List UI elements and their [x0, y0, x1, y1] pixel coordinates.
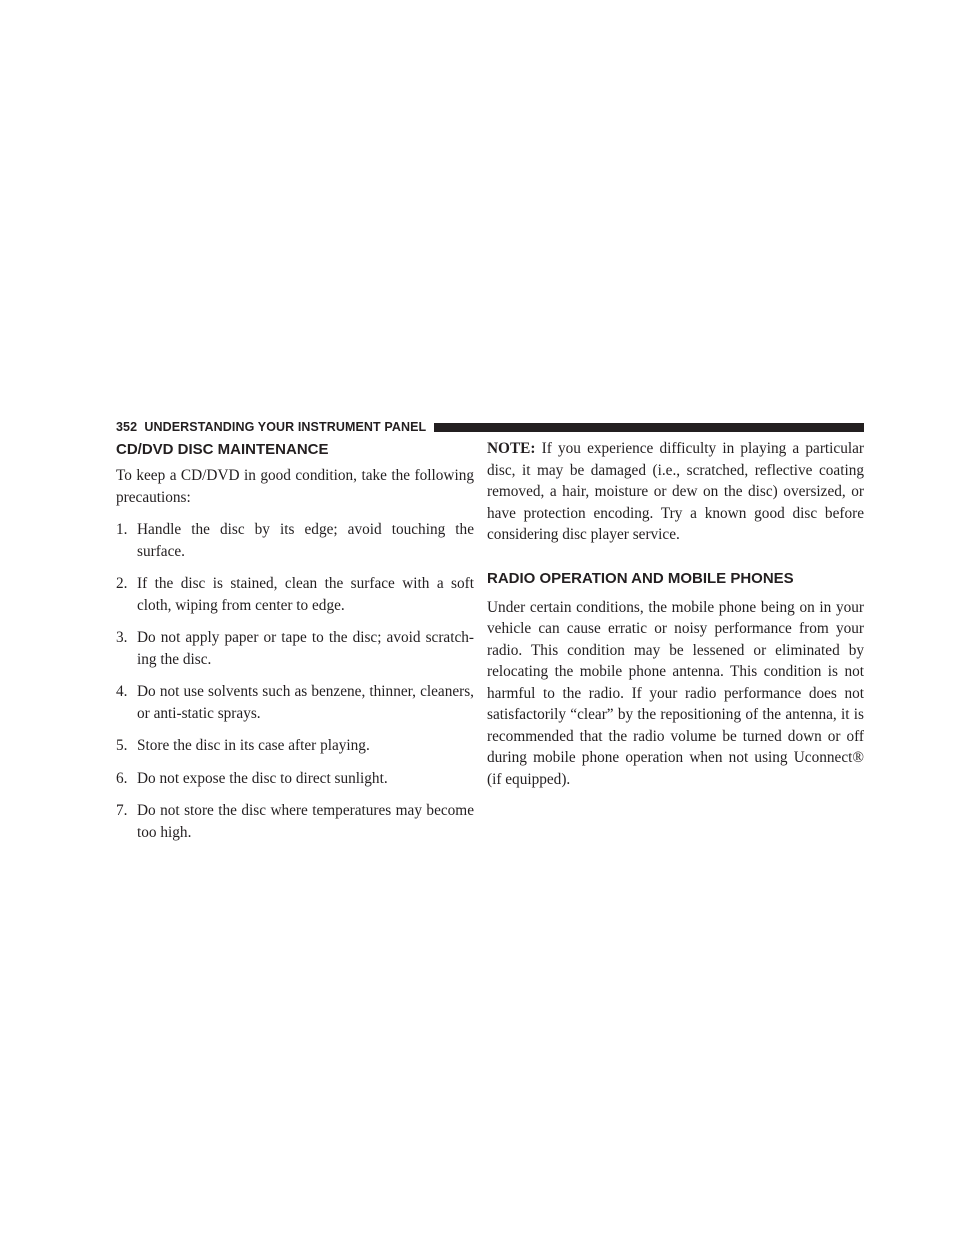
list-item-text: Do not store the disc where temperatures may become too high. — [137, 802, 474, 841]
list-item — [116, 800, 474, 843]
list-item — [116, 627, 474, 670]
list-item-number: 6. — [116, 769, 128, 787]
list-item — [116, 681, 474, 724]
right-column — [487, 438, 864, 790]
list-item-number: 7. — [116, 802, 128, 819]
cd-dvd-maintenance-heading: CD/DVD DISC MAINTENANCE — [116, 441, 329, 458]
list-item-text: Do not use solvents such as benzene, thinner, cleaners, or anti-static sprays. — [137, 683, 474, 722]
list-item-number: 3. — [116, 629, 128, 646]
header-text — [116, 419, 426, 435]
list-item-number: 1. — [116, 521, 128, 538]
list-item-number: 2. — [116, 575, 128, 592]
note-text: If you experience difficulty in playing a particular disc, it may be damaged (i.e., scratched, reflective coating removed, a hair, moisture or dew on the disc) oversized, or have protection encoding. Try a known good disc before considering disc player service. — [487, 440, 864, 543]
note-label: NOTE: — [487, 440, 536, 457]
list-item — [116, 519, 474, 562]
page-header — [116, 419, 864, 435]
list-item — [116, 735, 474, 757]
section-title: UNDERSTANDING YOUR INSTRUMENT PANEL — [144, 420, 427, 434]
header-rule — [434, 423, 864, 432]
list-item — [116, 573, 474, 616]
list-item — [116, 768, 474, 790]
intro-paragraph: To keep a CD/DVD in good condition, take the following precautions: — [116, 467, 474, 506]
list-item-text: Do not expose the disc to direct sunlight. — [137, 769, 388, 787]
radio-operation-heading: RADIO OPERATION AND MOBILE PHONES — [487, 569, 794, 587]
list-item-text: Store the disc in its case after playing. — [137, 737, 370, 754]
precautions-list — [116, 519, 474, 843]
list-item-number: 5. — [116, 737, 128, 754]
list-item-text: Do not apply paper or tape to the disc; avoid scratch-ing the disc. — [137, 629, 474, 668]
list-item-text: If the disc is stained, clean the surface with a soft cloth, wiping from center to edge. — [137, 575, 474, 614]
note-paragraph — [487, 438, 864, 546]
left-column — [116, 438, 474, 843]
list-item-text: Handle the disc by its edge; avoid touching the surface. — [137, 521, 474, 560]
page-number: 352 — [116, 420, 138, 434]
list-item-number: 4. — [116, 683, 128, 700]
radio-paragraph: Under certain conditions, the mobile phone being on in your vehicle can cause erratic or noisy performance from your radio. This condition may be lessened or eliminated by relocating the mobile phone antenna. This condition is not harmful to the radio. If your radio performance does not satisfactorily “clear” by the repositioning of the antenna, it is recommended that the radio volume be turned down or off during mobile phone operation when not using Uconnect® (if equipped). — [487, 598, 864, 788]
